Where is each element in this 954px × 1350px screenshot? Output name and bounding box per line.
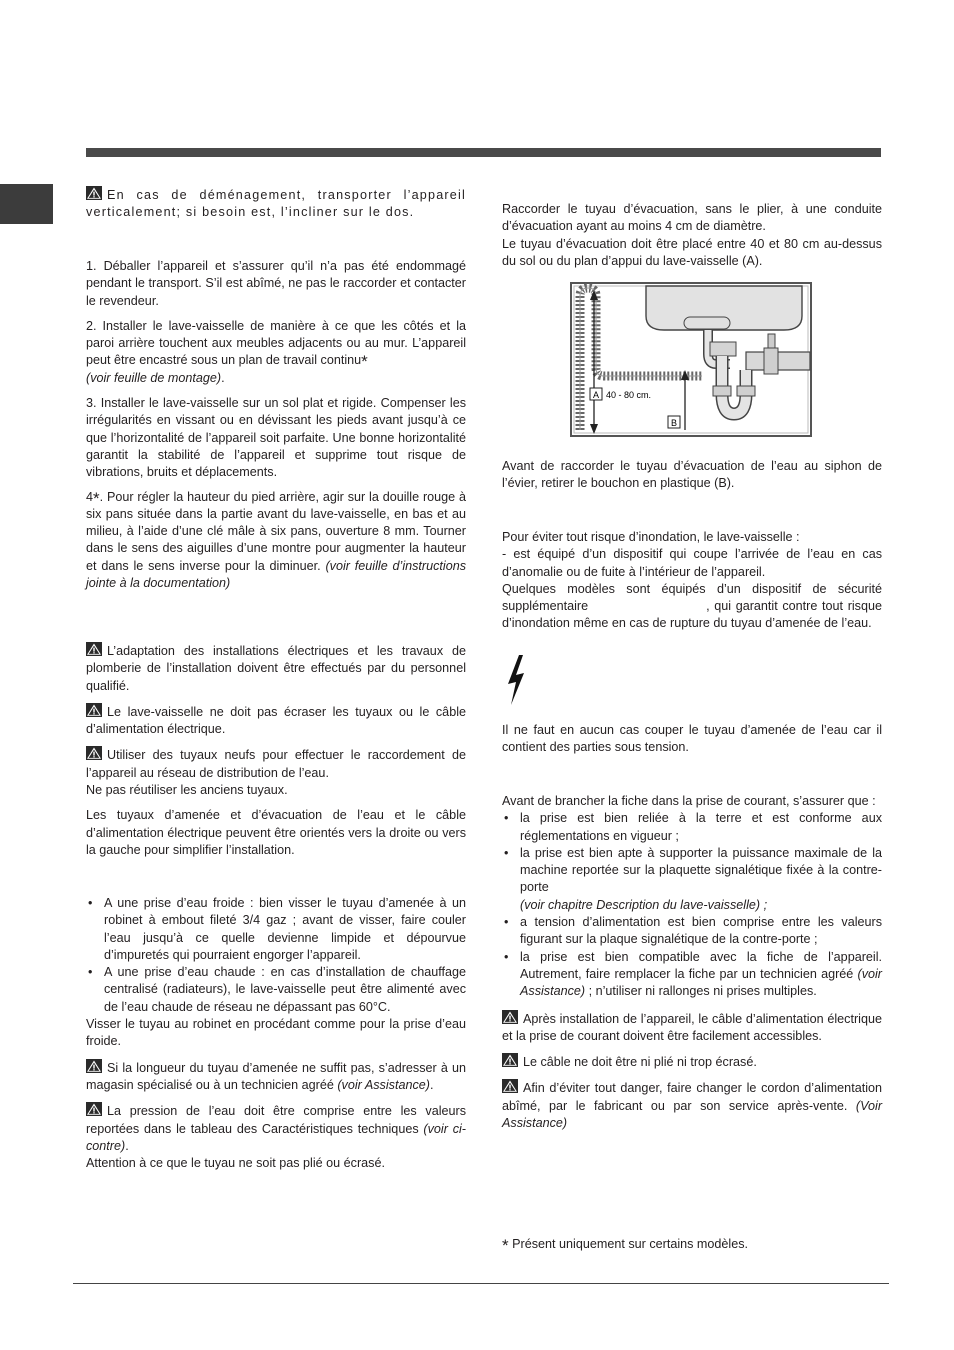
flood-section: [502, 529, 882, 633]
warning-cord: Afin d’éviter tout danger, faire changer le cordon d’alimentation abîmé, par le fabricant ou par son service après-vente. (Voir Assistance): [502, 1081, 883, 1131]
warning-move: En cas de déménagement, transporter l’appareil verticalement; si besoin est, l’incliner sur le dos.: [86, 188, 466, 220]
drain-text-2: Le tuyau d’évacuation doit être placé entre 40 et 80 cm au-dessus du sol ou du plan d’appui du lave-vaisselle (A).: [502, 236, 882, 268]
no-reuse: Ne pas réutiliser les anciens tuyaux.: [86, 783, 288, 798]
attention-note: Attention à ce que le tuyau ne soit pas plié ou écrasé.: [86, 1156, 385, 1171]
warning-install: L’adaptation des installations électriques et les travaux de plomberie de l’installation doivent être effectués par du personnel qualifié.: [86, 644, 466, 693]
supply-list: [86, 895, 466, 1016]
list-item: • A une prise d’eau froide : bien visser le tuyau d’amenée à un robinet à embout fileté 3/4 gaz ; avant de visser, faire couler l’eau jusqu’à ce quelle devienne limpide et dépourvue d’impuretés qui pourraient engorger l’appareil.: [86, 895, 466, 964]
warning-icon: [502, 1079, 518, 1093]
flood-item-2: Quelques modèles sont équipés d’un dispositif de sécurité supplémentaire , qui garantit contre tout risque d’inondation même en cas de rupture du tuyau d’amenée de l’eau.: [502, 581, 882, 631]
step-1: 1. Déballer l’appareil et s’assurer qu’il n’a pas été endommagé pendant le transport. S’il est abîmé, ne pas le raccorder et contacter le revendeur.: [86, 259, 466, 308]
header-bar: [86, 148, 881, 157]
electric-hazard-icon: [505, 654, 527, 706]
drain-hose-figure: [570, 282, 812, 437]
footer-rule: [73, 1283, 889, 1284]
height-label: 40 - 80 cm.: [606, 390, 652, 400]
list-item: • la prise est bien apte à supporter la puissance maximale de la machine reportée sur la plaquette signalétique fixée à la contre-porte (voir chapitre Description du lave-vaisselle) ;: [502, 845, 882, 914]
no-cut-text: Il ne faut en aucun cas couper le tuyau d’amenée de l’eau car il contient des parties sous tension.: [502, 723, 882, 755]
warning-cable: Le câble ne doit être ni plié ni trop écrasé.: [502, 1053, 882, 1071]
list-item: • A une prise d’eau chaude : en cas d’installation de chauffage centralisé (radiateurs), le lave-vaisselle peut être alimenté avec de l’eau chaude de réseau ne dépassant pas 60°C.: [86, 964, 466, 1016]
flood-intro: Pour éviter tout risque d’inondation, le lave-vaisselle :: [502, 530, 800, 544]
siphon-section: [502, 458, 882, 493]
list-item: • a tension d’alimentation est bien comprise entre les valeurs figurant sur la plaque signalétique de la contre-porte ;: [502, 914, 882, 949]
warning-icon: [86, 186, 102, 200]
footnote-star: *: [502, 1236, 509, 1255]
warning-pressure: La pression de l’eau doit être comprise entre les valeurs reportées dans le tableau des Caractéristiques techniques (voir ci-contre).: [86, 1104, 466, 1153]
orientation-note: Les tuyaux d’amenée et d’évacuation de l’eau et le câble d’alimentation électrique peuvent être orientés vers la droite ou vers la gauche pour simplifier l’installation.: [86, 808, 466, 857]
warning-icon: [86, 642, 102, 656]
label-b: B: [670, 418, 678, 428]
label-a: A: [592, 390, 600, 400]
left-column: [86, 186, 466, 222]
warning-length: Si la longueur du tuyau d’amenée ne suffit pas, s’adresser à un magasin spécialisé ou à un technicien agréé (voir Assistance).: [86, 1060, 466, 1092]
warning-icon: [502, 1010, 518, 1024]
install-steps: [86, 258, 466, 592]
warning-crush: Le lave-vaisselle ne doit pas écraser les tuyaux ou le câble d’alimentation électrique.: [86, 704, 466, 737]
footnote-text: Présent uniquement sur certains modèles.: [512, 1237, 749, 1251]
drain-section: [502, 201, 882, 270]
siphon-text: Avant de raccorder le tuyau d’évacuation de l’eau au siphon de l’évier, retirer le bouchon en plastique (B).: [502, 459, 882, 491]
page-tab-marker: [0, 184, 53, 224]
warning-icon: [86, 746, 102, 760]
no-cut-section: [502, 722, 882, 757]
connection-warnings: [86, 642, 466, 859]
list-item: • la prise est bien reliée à la terre et est conforme aux réglementations en vigueur ;: [502, 810, 882, 845]
drain-text-1: Raccorder le tuyau d’évacuation, sans le plier, à une conduite d’évacuation ayant au moins 4 cm de diamètre.: [502, 202, 882, 234]
plug-checklist: [502, 810, 882, 1000]
list-item: • la prise est bien compatible avec la fiche de l’appareil. Autrement, faire remplacer la fiche par un technicien agréé (voir Assistance) ; n’utiliser ni rallonges ni prises multiples.: [502, 949, 882, 1001]
warning-new-hoses: Utiliser des tuyaux neufs pour effectuer le raccordement de l’appareil au réseau de distribution de l’eau.: [86, 748, 466, 780]
screw-note: Visser le tuyau au robinet en procédant comme pour la prise d’eau froide.: [86, 1017, 466, 1049]
plug-intro: Avant de brancher la fiche dans la prise de courant, s’assurer que :: [502, 794, 876, 808]
warning-access: Après installation de l’appareil, le câble d’alimentation électrique et la prise de courant doivent être facilement accessibles.: [502, 1011, 882, 1043]
warning-icon: [86, 1102, 102, 1116]
warning-icon: [86, 703, 102, 717]
footnote: [502, 1236, 882, 1253]
water-supply: [86, 895, 466, 1172]
flood-item-1: - est équipé d’un dispositif qui coupe l’arrivée de l’eau en cas d’anomalie ou de fuite à l’intérieur de l’appareil.: [502, 547, 882, 579]
step-3: 3. Installer le lave-vaisselle sur un sol plat et rigide. Compenser les irrégularités en vissant ou en dévissant les pieds avant jusqu’à ce que l’horizontalité de l’appareil soit parfaite. Une bonne horizontalité garantit la stabilité de l’appareil et supprime tout risque de vibrations, bruits et déplacements.: [86, 396, 466, 480]
warning-icon: [502, 1053, 518, 1067]
electrical-section: [502, 793, 882, 1132]
step-4: 4*. Pour régler la hauteur du pied arrière, agir sur la douille rouge à six pans située dans la partie avant du lave-vaisselle, en bas et au milieu, à l’aide d’une clé mâle à six pans, ouverture 8 mm. Tourner dans le sens des aiguilles d’une montre pour augmenter la hauteur et dans le sens inverse pour la diminuer. (voir feuille d’instructions jointe à la documentation): [86, 488, 467, 591]
warning-icon: [86, 1059, 102, 1073]
step-2: 2. Installer le lave-vaisselle de manière à ce que les côtés et la paroi arrière touchent aux meubles adjacents ou au mur. L’appareil peut être encastré sous un plan de travail continu* (voir feuille de montage).: [86, 318, 466, 385]
